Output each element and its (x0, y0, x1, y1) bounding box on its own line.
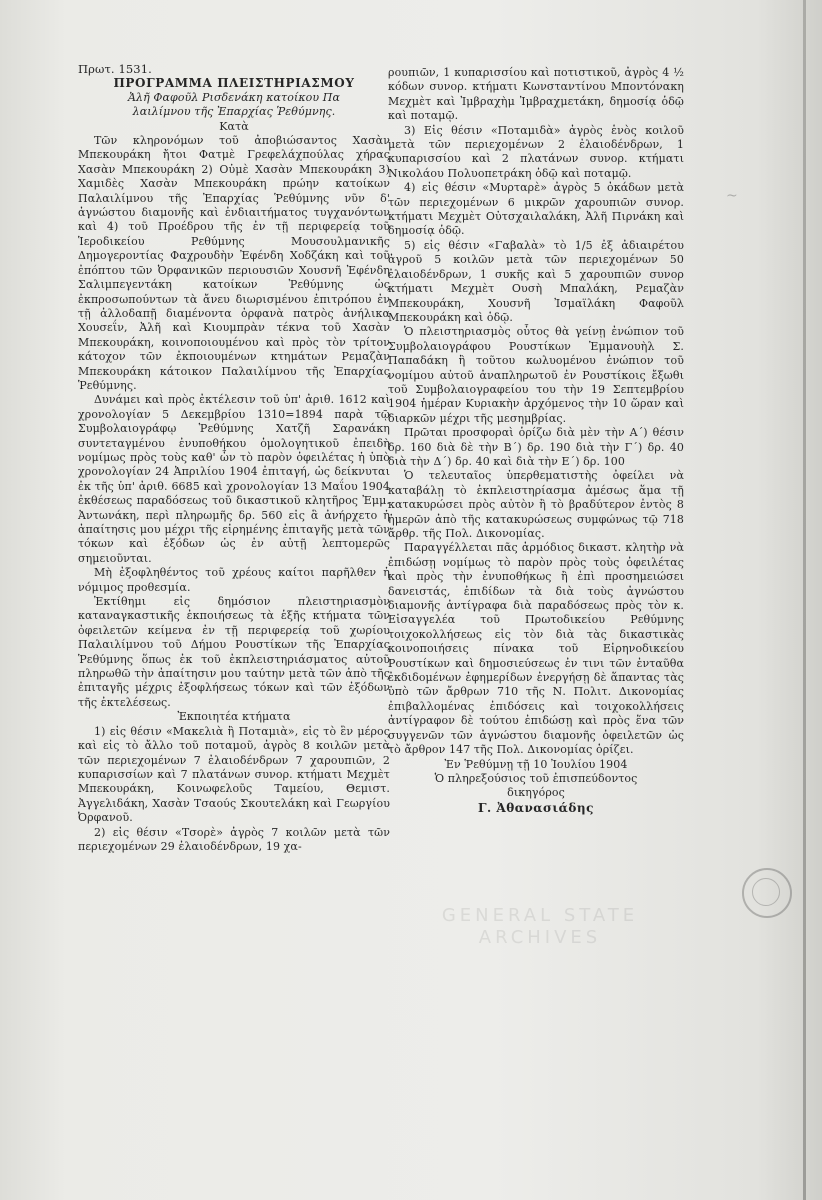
debtors-paragraph: Τῶν κληρονόμων τοῦ ἀποβιώσαντος Χασὰν Μπεκουράκη ἤτοι Φατμὲ Γρεφελάχπούλας χήρας Χασὰν Μπεκουράκη 2) Οὐμὲ Χασὰν Μπεκουράκη 3) Χαμιδὲς Χασὰν Μπεκουράκη πρώην κατοίκων Παλαιλίμνου τῆς Ἐπαρχίας Ῥεθύμνης νῦν δ' ἀγνώστου διαμονῆς καὶ ἐνδιαιτήματος τυγχανόντων καὶ 4) τοῦ Προέδρου τῆς ἐν τῇ περιφερείᾳ τοῦ Ἱεροδικείου Ρεθύμνης Μουσουλμανικῆς Δημογεροντίας Φαχρουδὴν Ἐφένδη Χοδζάκη καὶ τοῦ ἐπόπτου τῶν Ὀρφανικῶν περιουσιῶν Χουσνῆ Ἐφένδη Σαλιμπεγεντάκη κατοίκων Ῥεθύμνης ὡς ἐκπροσωπούντων τὰ ἄνευ διωρισμένου ἐπιτρόπου ἐν τῇ ἀλλοδαπῇ διαμένοντα ὀρφανὰ πατρὸς ἀνήλικα Χουσεΐν, Ἀλῆ καὶ Κιουμπρὰν τέκνα τοῦ Χασὰν Μπεκουράκη, κοινοποιουμένου καὶ πρὸς τὸν τρίτον κάτοχον τῶν ἐκποιουμένων κτημάτων Ρεμαζὰν Μπεκουράκη κάτοικον Παλαιλίμνου τῆς Ἐπαρχίας Ῥεθύμνης. (78, 134, 390, 392)
margin-scribble: ~ (726, 188, 738, 204)
legal-basis-paragraph: Δυνάμει καὶ πρὸς ἐκτέλεσιν τοῦ ὑπ' ἀριθ. 1612 καὶ χρονολογίαν 5 Δεκεμβρίου 1310=1894 παρὰ τῷ Συμβολαιογράφῳ Ῥεθύμνης Χατζῆ Σαρανάκη συντεταγμένου ἐνυποθήκου ὁμολογητικοῦ ἐπειδὴ νομίμως πρὸς τοὺς καθ' ὧν τὸ παρὸν ὀφειλέτας ἡ ὑπὸ χρονολογίαν 24 Ἀπριλίου 1904 ἐπιταγή, ὡς δείκνυται ἐκ τῆς ὑπ' ἀριθ. 6685 καὶ χρονολογίαν 13 Μαΐου 1904 ἐκθέσεως παραδόσεως τοῦ δικαστικοῦ κλητῆρος Ἐμμ. Ἀντωνάκη, περὶ πληρωμῆς δρ. 560 εἰς ἃ ἀνήρχετο ἡ ἀπαίτησις μου μέχρι τῆς εἰρημένης ἐπιταγῆς μετὰ τῶν τόκων καὶ ἐξόδων ὡς ἐν αὐτῇ λεπτομερῶς σημειοῦνται. (78, 393, 390, 565)
properties-heading: Ἐκποιητέα κτήματα (177, 710, 291, 724)
payment-terms-paragraph: Ὁ τελευταῖος ὑπερθεματιστὴς ὀφείλει νὰ καταβάλῃ τὸ ἐκπλειστηρίασμα ἀμέσως ἅμα τῇ κατακυρώσει πρὸς αὐτὸν ἢ τὸ βραδύτερον ἐντὸς 8 ἡμερῶν ἀπὸ τῆς κατακυρώσεως συμφώνως τῷ 718 ἄρθρ. τῆς Πολ. Δικονομίας. (388, 469, 684, 540)
watermark-line-1: GENERAL STATE (441, 905, 639, 926)
subtitle-line-1: Ἀλῆ Φαφοῦλ Ρισδενάκη κατοίκου Πα (128, 90, 340, 104)
page-fold-shadow (803, 0, 806, 1200)
first-offers-paragraph: Πρῶται προσφοραὶ ὁρίζω διὰ μὲν τὴν Α΄) θέσιν δρ. 160 διὰ δὲ τὴν Β΄) δρ. 190 διὰ τὴν Γ΄) δρ. 40 διὰ τὴν Δ΄) δρ. 40 καὶ διὰ τὴν Ε΄) δρ. 100 (388, 426, 684, 468)
right-column (388, 66, 684, 815)
archive-watermark (410, 905, 670, 949)
property-item-2-continued: ρουπιῶν, 1 κυπαρισσίου καὶ ποτιστικοῦ, ἀγρὸς 4 ½ κόδων συνορ. κτήματι Κωνσταντίνου Μποντόνακη Μεχμὲτ καὶ Ἰμβραχὴμ Ἰμβραχμετάκη, δημοσίᾳ ὁδῷ καὶ ποταμῷ. (388, 66, 684, 123)
date-line: Ἐν Ῥεθύμνῃ τῇ 10 Ἰουλίου 1904 (444, 757, 628, 771)
archive-stamp (742, 868, 792, 918)
service-instructions-paragraph: Παραγγέλλεται πᾶς ἁρμόδιος δικαστ. κλητὴρ νὰ ἐπιδώσῃ νομίμως τὸ παρὸν πρὸς τοὺς ὀφειλέτας καὶ πρὸς τὴν ἐνυποθήκως ἢ ἐπὶ προσημειώσει δανειστάς, ἐπιδίδων τὰ διὰ τοὺς ἀγνώστου διαμονῆς ἀντίγραφα διὰ παραδόσεως πρὸς τὸν κ. Εἰσαγγελέα τοῦ Πρωτοδικείου Ρεθύμνης τοιχοκολλήσεως εἰς τὸν διὰ τὰς δικαστικὰς κοινοποιήσεις πίνακα τοῦ Εἰρηνοδικείου Ρουστίκων καὶ δημοσιεύσεως ἐν τινι τῶν ἐνταῦθα ἐκδιδομένων ἐφημερίδων ἐνεργήσῃ δὲ ἅπαντας τὰς ὑπὸ τῶν ἄρθρων 710 τῆς Ν. Πολιτ. Δικονομίας ἐπιβαλλομένας ἐπιδόσεις καὶ τοιχοκολλήσεις ἀντίγραφον δὲ τούτου ἐπιδώσῃ καὶ πρὸς ἕνα τῶν συγγενῶν τῶν ἀγνώστου διαμονῆς ὀφειλετῶν ὡς τὸ ἄρθρον 147 τῆς Πολ. Δικονομίας ὁρίζει. (388, 541, 684, 757)
property-item-2: 2) εἰς θέσιν «Τσορὲ» ἀγρὸς 7 κοιλῶν μετὰ τῶν περιεχομένων 29 ἐλαιοδένδρων, 19 χα- (78, 825, 390, 853)
left-column (78, 62, 390, 854)
property-item-4: 4) εἰς θέσιν «Μυρταρὲ» ἀγρὸς 5 ὀκάδων μετὰ τῶν περιεχομένων 6 μικρῶν χαρουπιῶν συνορ. κτήματι Μεχμὲτ Οὐτσχαιλαλάκη, Ἀλῆ Πιρνάκη καὶ δημοσίᾳ ὁδῷ. (388, 181, 684, 238)
kata-heading: Κατὰ (219, 119, 249, 133)
auction-declaration-paragraph: Ἐκτίθημι εἰς δημόσιον πλειστηριασμὸν καταναγκαστικῆς ἐκποιήσεως τὰ ἑξῆς κτήματα τῶν ὀφειλετῶν κείμενα ἐν τῇ περιφερείᾳ τοῦ χωρίου Παλαιλίμνου τοῦ Δήμου Ρουστίκων τῆς Ἐπαρχίας Ῥεθύμνης ὅπως ἐκ τοῦ ἐκπλειστηριάσματος αὐτοῦ πληρωθῶ τὴν ἀπαίτησιν μου ταύτην μετὰ τῶν ἀπὸ τῆς ἐπιταγῆς μέχρις ἐξοφλήσεως τόκων καὶ τῶν ἐξόδων τῆς ἐκτελέσεως. (78, 595, 390, 709)
unpaid-debt-paragraph: Μὴ ἐξοφληθέντος τοῦ χρέους καίτοι παρῆλθεν ἡ νόμιμος προθεσμία. (78, 566, 390, 594)
property-item-1: 1) εἰς θέσιν «Μακελιὰ ἢ Ποταμιὰ», εἰς τὸ ἓν μέρος καὶ εἰς τὸ ἄλλο τοῦ ποταμοῦ, ἀγρὸς 8 κοιλῶν μετὰ τῶν περιεχομένων 7 ἐλαιοδένδρων 7 χαρουπιῶν, 2 κυπαρισσίων καὶ 7 πλατάνων συνορ. κτήματι Μεχμὲτ Μπεκουράκη, Κοινωφελοῦς Ταμείου, Θεμιστ. Ἀγγελιδάκη, Χασὰν Τσαούς Σκουτελάκη καὶ Γεωργίου Ὀρφανοῦ. (78, 724, 390, 825)
property-item-5: 5) εἰς θέσιν «Γαβαλὰ» τὸ 1/5 ἐξ ἀδιαιρέτου ἀγροῦ 5 κοιλῶν μετὰ τῶν περιεχομένων 50 ἐλαιοδένδρων, 1 συκῆς καὶ 5 χαρουπιῶν συνορ κτήματι Μεχμὲτ Ουσὴ Μπαλάκη, Ρεμαζὰν Μπεκουράκη, Χουσνῆ Ἰσμαϊλάκη Φαφοῦλ Μπεκουράκη καὶ ὁδῷ. (388, 238, 684, 324)
watermark-line-2: ARCHIVES (478, 927, 602, 948)
document-title: ΠΡΟΓΡΑΜΜΑ ΠΛΕΙΣΤΗΡΙΑΣΜΟΥ (113, 76, 355, 91)
protocol-number: Πρωτ. 1531. (78, 62, 152, 76)
signatory-name: Γ. Ἀθανασιάδης (478, 800, 594, 815)
signatory-role: Ὁ πληρεξούσιος τοῦ ἐπισπεύδοντος (434, 771, 638, 785)
auction-venue-paragraph: Ὁ πλειστηριασμὸς οὗτος θὰ γείνῃ ἐνώπιον τοῦ Συμβολαιογράφου Ρουστίκων Ἐμμανουὴλ Σ. Παπαδάκη ἢ τοῦτου κωλυομένου ἐνώπιον τοῦ νομίμου αὐτοῦ ἀναπληρωτοῦ ἐν Ρουστίκοις ἔξωθι τοῦ Συμβολαιογραφείου του τὴν 19 Σεπτεμβρίου 1904 ἡμέραν Κυριακὴν ἀρχόμενος τὴν 10 ὥραν καὶ διαρκῶν μέχρι τῆς μεσημβρίας. (388, 325, 684, 425)
signatory-title: δικηγόρος (507, 786, 565, 800)
property-item-3: 3) Εἰς θέσιν «Ποταμιδὰ» ἀγρὸς ἑνὸς κοιλοῦ μετὰ τῶν περιεχομένων 2 ἐλαιοδένδρων, 1 κυπαρισσίου καὶ 2 πλατάνων συνορ. κτήματι Νικολάου Πολυοπετράκη ὁδῷ καὶ ποταμῷ. (388, 123, 684, 180)
subtitle-line-2: λαιλίμνου τῆς Ἐπαρχίας Ῥεθύμνης. (132, 105, 336, 119)
